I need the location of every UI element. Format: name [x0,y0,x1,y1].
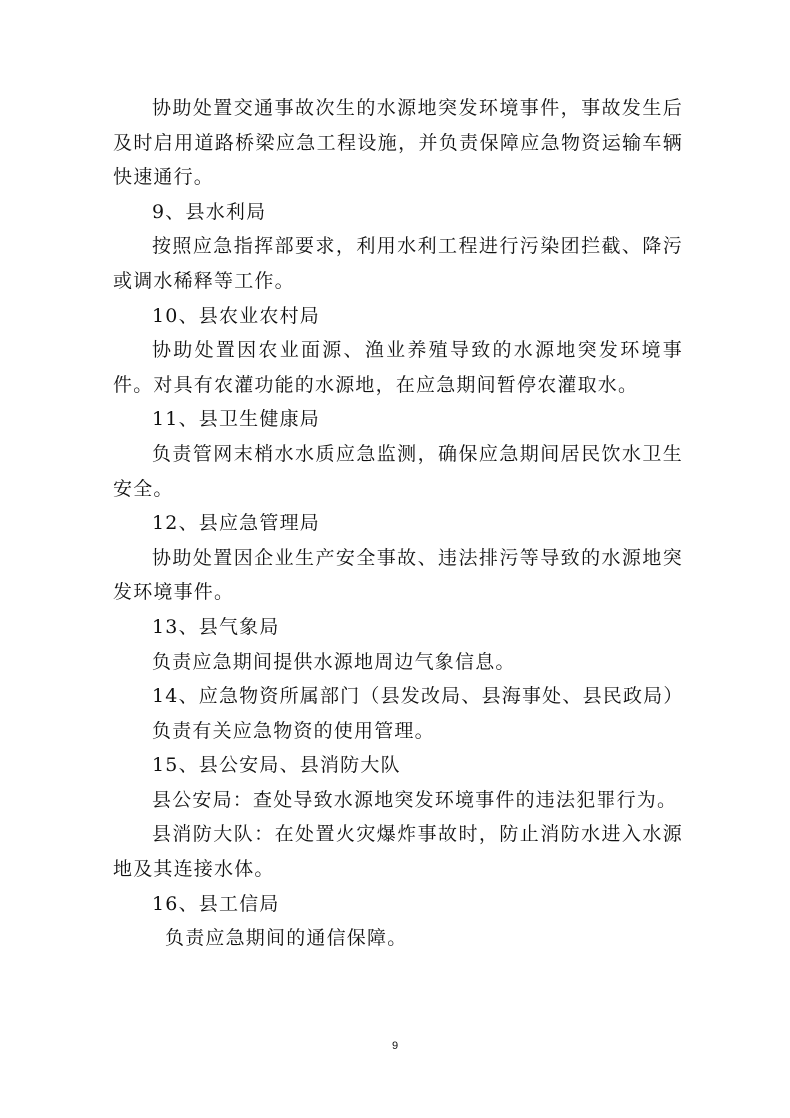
section-heading: 12、县应急管理局 [152,512,320,535]
page-number: 9 [391,1040,399,1052]
document-body [113,91,683,956]
body-paragraph: 协助处置因农业面源、渔业养殖导致的水源地突发环境事件。对具有农灌功能的水源地，在应急期间暂停农灌取水。 [113,339,683,396]
body-paragraph: 县公安局：查处导致水源地突发环境事件的违法犯罪行为。 [152,788,678,811]
section-heading: 10、县农业农村局 [152,304,320,327]
body-paragraph: 负责应急期间提供水源地周边气象信息。 [152,650,516,673]
body-paragraph: 负责应急期间的通信保障。 [165,927,408,950]
section-heading: 15、县公安局、县消防大队 [152,754,401,777]
section-heading: 14、应急物资所属部门（县发改局、县海事处、县民政局） [152,685,684,708]
body-paragraph: 负责有关应急物资的使用管理。 [152,719,435,742]
body-paragraph: 县消防大队：在处置火灾爆炸事故时，防止消防水进入水源地及其连接水体。 [113,823,683,881]
body-paragraph: 协助处置交通事故次生的水源地突发环境事件，事故发生后及时启用道路桥梁应急工程设施，并负责保障应急物资运输车辆快速通行。 [113,97,683,189]
section-heading: 9、县水利局 [152,200,267,223]
body-paragraph: 协助处置因企业生产安全事故、违法排污等导致的水源地突发环境事件。 [113,546,683,604]
body-paragraph: 按照应急指挥部要求，利用水利工程进行污染团拦截、降污或调水稀释等工作。 [113,235,683,292]
body-paragraph: 负责管网末梢水水质应急监测，确保应急期间居民饮水卫生安全。 [113,442,683,500]
section-heading: 13、县气象局 [152,615,280,638]
section-heading: 11、县卫生健康局 [152,408,320,431]
section-heading: 16、县工信局 [152,892,280,915]
